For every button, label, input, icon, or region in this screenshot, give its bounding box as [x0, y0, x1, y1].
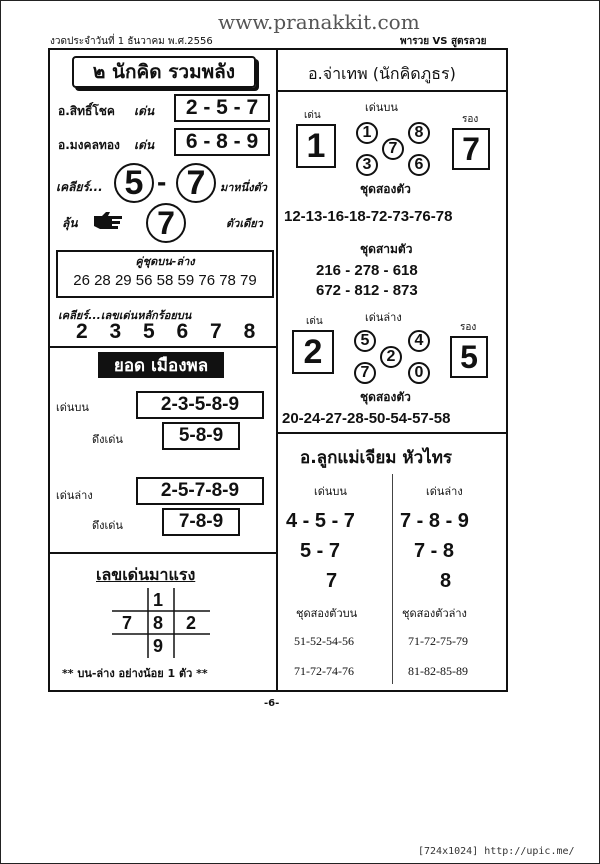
three-values-1: 216 - 278 - 618 — [316, 262, 418, 279]
yod-upper-ding-box: 5-8-9 — [162, 422, 240, 450]
upper-circle-3: 7 — [382, 138, 404, 160]
lower-circle-5: 0 — [408, 362, 430, 384]
yod-lower-box: 2-5-7-8-9 — [136, 477, 264, 505]
two-title: ชุดสองตัว — [360, 182, 411, 196]
row2-label: เด่น — [134, 138, 155, 152]
clear-right: มาหนึ่งตัว — [220, 181, 267, 194]
yod-upper-ding-label: ดึงเด่น — [92, 433, 123, 446]
big-number-2: 7 — [176, 163, 216, 203]
yod-lower-label: เด่นล่าง — [56, 489, 93, 502]
luk-column-divider — [392, 474, 393, 684]
lower-circle-2: 4 — [408, 330, 430, 352]
luk-col2-set-2: 81-82-85-89 — [408, 664, 468, 678]
row1-name: อ.สิทธิ์โชค — [58, 104, 115, 118]
luk-col1-line1: 4 - 5 - 7 — [286, 510, 355, 532]
upper-circle-2: 8 — [408, 122, 430, 144]
lower-circle-3: 2 — [380, 346, 402, 368]
lower-circle-4: 7 — [354, 362, 376, 384]
pairs-box — [56, 250, 274, 298]
pairs-values: 26 28 29 56 58 59 76 78 79 — [73, 272, 257, 289]
big-dash: - — [157, 166, 167, 197]
single-right: ตัวเดียว — [226, 217, 263, 230]
pairs-title: คู่ชุดบน-ล่าง — [135, 255, 195, 268]
lek-grid — [112, 588, 210, 658]
yod-lower-ding-box: 7-8-9 — [162, 508, 240, 536]
lower-circle-1: 5 — [354, 330, 376, 352]
clear-label: เคลียร์... — [56, 180, 103, 194]
big-number-1: 5 — [114, 163, 154, 203]
two2-values: 20-24-27-28-50-54-57-58 — [282, 410, 451, 427]
luk-col1-line2: 5 - 7 — [300, 540, 341, 562]
lek-title: เลขเด่นมาแรง — [96, 565, 196, 584]
luk-col1-set-title: ชุดสองตัวบน — [296, 607, 358, 620]
upper-circle-1: 1 — [356, 122, 378, 144]
luk-title: อ.ลูกแม่เจียม หัวไทร — [300, 448, 453, 468]
lower-rong-label: รอง — [460, 322, 477, 333]
single-number: 7 — [146, 203, 186, 243]
luk-col1-set-1: 51-52-54-56 — [294, 634, 354, 648]
lek-cell-bottom: 9 — [153, 636, 164, 656]
issue-date: งวดประจำวันที่ 1 ธันวาคม พ.ศ.2556 — [50, 36, 213, 47]
row1-value: 2 - 5 - 7 — [185, 96, 259, 119]
digits: 2 3 5 6 7 8 — [76, 320, 264, 343]
lek-cell-center: 8 — [153, 613, 164, 633]
yod-lower-ding-label: ดึงเด่น — [92, 519, 123, 532]
left-title: ๒ นักคิด รวมพลัง — [92, 61, 236, 83]
divider-right-1 — [278, 432, 508, 434]
pointing-hand-icon — [92, 210, 124, 230]
divider-right-title — [278, 90, 508, 92]
lek-footer: ** บน-ล่าง อย่างน้อย 1 ตัว ** — [62, 667, 208, 680]
luk-col2-line1: 7 - 8 - 9 — [400, 510, 469, 532]
lek-cell-left: 7 — [122, 613, 133, 633]
luk-col1-line3: 7 — [326, 570, 338, 592]
upper-circle-5: 6 — [408, 154, 430, 176]
two-values: 12-13-16-18-72-73-76-78 — [284, 208, 453, 225]
right-title: อ.จ่าเทพ (นักคิดภูธร) — [308, 64, 456, 83]
divider-left-1 — [48, 346, 278, 348]
upper-den-label: เด่น — [304, 110, 321, 121]
yod-upper-box: 2-3-5-8-9 — [136, 391, 264, 419]
upper-circle-4: 3 — [356, 154, 378, 176]
luk-col1-title: เด่นบน — [314, 485, 347, 498]
luk-col2-set-1: 71-72-75-79 — [408, 634, 468, 648]
upper-big-box: 1 — [296, 124, 336, 168]
yod-title: ยอด เมืองพล — [98, 352, 224, 378]
page-number: -6- — [264, 698, 280, 709]
luk-col2-line2: 7 - 8 — [414, 540, 455, 562]
luk-col2-line3: 8 — [440, 570, 452, 592]
left-title-box — [72, 56, 256, 88]
watermark: [724x1024] http://upic.me/ — [418, 846, 575, 857]
divider-left-2 — [48, 552, 278, 554]
row2-name: อ.มงคลทอง — [58, 138, 120, 152]
row2-value-box — [174, 128, 270, 156]
upper-rong-label: รอง — [462, 114, 479, 125]
row1-value-box — [174, 94, 270, 122]
lower-big-box: 2 — [292, 330, 334, 374]
yod-upper-label: เด่นบน — [56, 401, 89, 414]
lower-mid-label: เด่นล่าง — [365, 311, 402, 324]
two2-title: ชุดสองตัว — [360, 390, 411, 404]
lun-label: ลุ้น — [62, 216, 78, 230]
lek-cell-right: 2 — [186, 613, 197, 633]
luk-col2-title: เด่นล่าง — [426, 485, 463, 498]
column-divider — [276, 48, 278, 692]
upper-mid-label: เด่นบน — [365, 101, 398, 114]
luk-col1-set-2: 71-72-74-76 — [294, 664, 354, 678]
lek-cell-top: 1 — [153, 590, 164, 610]
row2-value: 6 - 8 - 9 — [185, 130, 259, 153]
lower-den-label: เด่น — [306, 316, 323, 327]
upper-rong-box: 7 — [452, 128, 490, 170]
luk-col2-set-title: ชุดสองตัวล่าง — [402, 607, 467, 620]
row1-label: เด่น — [134, 104, 155, 118]
website-url: www.pranakkit.com — [218, 10, 420, 34]
lower-rong-box: 5 — [450, 336, 488, 378]
three-values-2: 672 - 812 - 873 — [316, 282, 418, 299]
clear2-label: เคลียร์...เลขเด่นหลักร้อยบน — [58, 309, 192, 322]
three-title: ชุดสามตัว — [360, 242, 413, 256]
header-right: พารวย VS สูตรลวย — [400, 36, 487, 47]
